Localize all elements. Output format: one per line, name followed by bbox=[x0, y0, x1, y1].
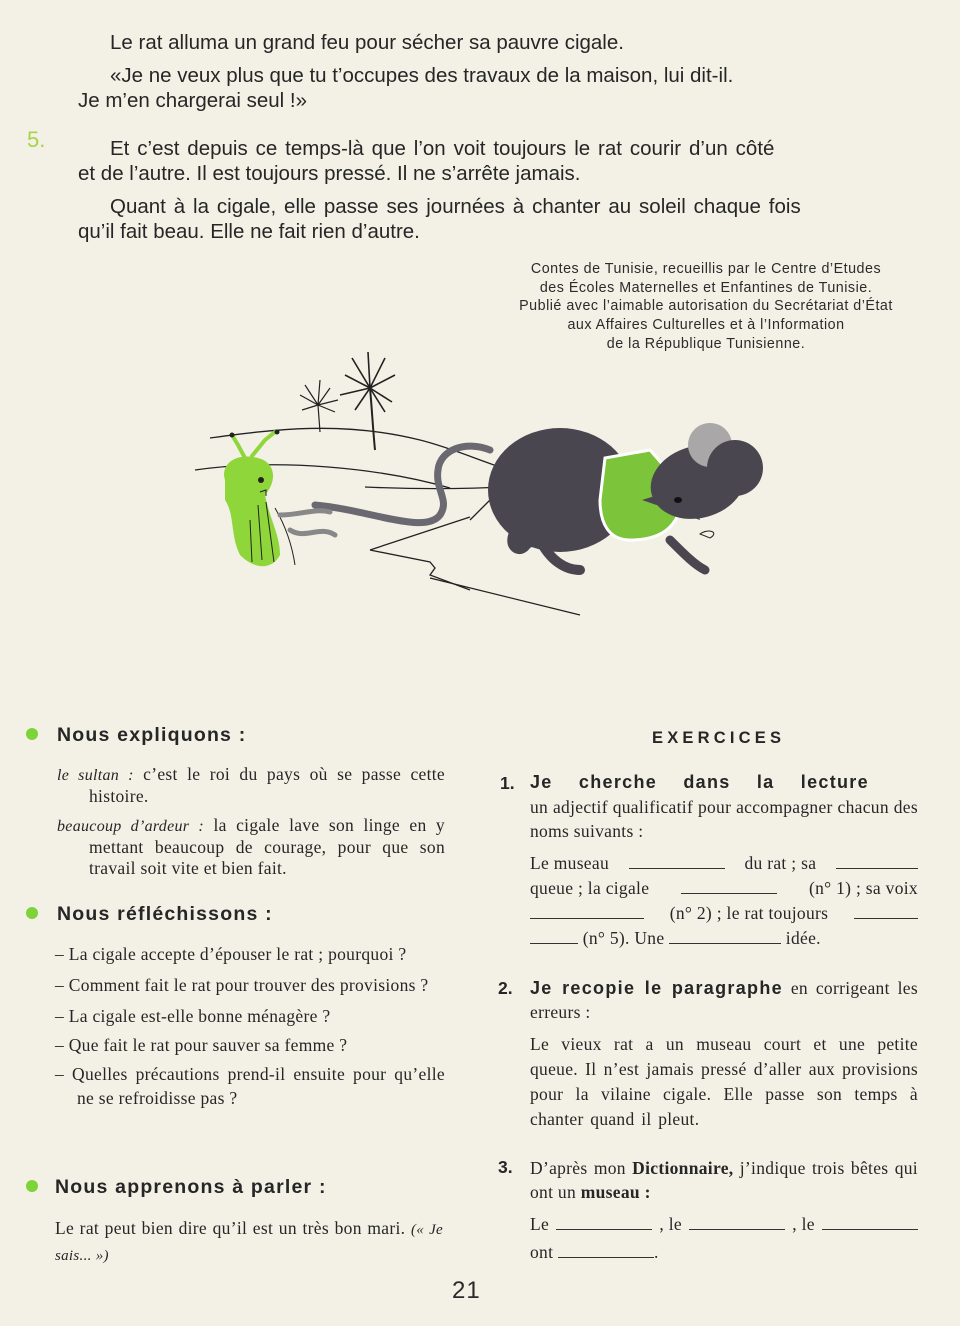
story-paragraph-2 bbox=[78, 63, 916, 113]
fill-text: , le bbox=[659, 1214, 682, 1234]
exercise-instruction bbox=[530, 976, 918, 1024]
fill-text: idée. bbox=[785, 928, 821, 948]
credit-line: des Écoles Maternelles et Enfantines de Tunisie. bbox=[539, 279, 873, 296]
fill-line bbox=[530, 1238, 918, 1266]
blank-field[interactable] bbox=[558, 1256, 654, 1258]
question-item: – La cigale est-elle bonne ménagère ? bbox=[55, 1006, 331, 1026]
exercise-heading: Je recopie le paragraphe bbox=[530, 978, 783, 998]
blank-field[interactable] bbox=[669, 942, 781, 944]
question-item: – Comment fait le rat pour trouver des provisions ? bbox=[55, 975, 429, 995]
exercise-paragraph: Le vieux rat a un museau court et une petite queue. Il n’est jamais pressé d’aller aux provisions pour la vilaine cigale. Elle passe son temps à chanter quand il pleut. bbox=[530, 1034, 918, 1129]
instruction-text: j’indique trois bêtes qui ont un bbox=[530, 1158, 918, 1202]
exercise-3-fill bbox=[530, 1210, 918, 1266]
fill-text: (n° 2) ; le rat toujours bbox=[669, 903, 829, 923]
bib-bow bbox=[700, 531, 714, 538]
instruction-text: D’après mon bbox=[530, 1158, 626, 1178]
credit-line: aux Affaires Culturelles et à l’Information bbox=[567, 317, 845, 334]
fill-text: . bbox=[653, 1242, 659, 1262]
exercises-title: EXERCICES bbox=[652, 729, 786, 747]
fill-text: (n° 5). Une bbox=[582, 928, 665, 948]
story-paragraph-1: Le rat alluma un grand feu pour sécher sa pauvre cigale. bbox=[110, 31, 624, 54]
story-paragraph-4 bbox=[78, 194, 916, 244]
blank-field[interactable] bbox=[530, 917, 644, 919]
blank-field[interactable] bbox=[836, 867, 918, 869]
exercise-3-body bbox=[530, 1156, 918, 1266]
blank-field[interactable] bbox=[556, 1228, 652, 1230]
fill-text: , le bbox=[792, 1214, 815, 1234]
fill-line bbox=[530, 851, 918, 876]
fill-text: queue ; la cigale bbox=[530, 878, 650, 898]
story-paragraph-3 bbox=[78, 136, 916, 186]
question-item: – Quelles précautions prend-il ensuite pour qu’elle ne se refroidisse pas ? bbox=[55, 1064, 445, 1108]
section-title-speak: Nous apprenons à parler : bbox=[55, 1176, 327, 1198]
cicada bbox=[224, 430, 335, 567]
story-line: «Je ne veux plus que tu t’occupes des travaux de la maison, lui dit-il. bbox=[110, 64, 734, 87]
blank-field[interactable] bbox=[681, 892, 777, 894]
exercise-1-fill bbox=[530, 851, 918, 951]
green-bullet-icon bbox=[26, 1180, 38, 1192]
blank-field[interactable] bbox=[689, 1228, 785, 1230]
fill-text: (n° 1) ; sa voix bbox=[808, 878, 918, 898]
exercise-instruction: un adjectif qualificatif pour accompagner chacun des noms suivants : bbox=[530, 797, 918, 841]
palm-trees bbox=[300, 352, 395, 450]
paragraph-marker: 5. bbox=[27, 127, 46, 152]
definition-text: la cigale lave son linge en y mettant beaucoup de courage, pour que son travail soit vite et bien fait. bbox=[89, 815, 445, 878]
exercise-number: 2. bbox=[498, 978, 513, 998]
definition-text: c’est le roi du pays où se passe cette histoire. bbox=[89, 764, 445, 806]
definition-item bbox=[57, 815, 445, 879]
definition-term: beaucoup d’ardeur : bbox=[57, 818, 205, 835]
blank-field[interactable] bbox=[530, 942, 578, 944]
explain-definitions bbox=[57, 764, 445, 879]
rat-tail bbox=[315, 446, 490, 523]
green-bullet-icon bbox=[26, 907, 38, 919]
credit-line: de la République Tunisienne. bbox=[606, 335, 806, 352]
definition-item bbox=[57, 764, 445, 807]
story-line: Quant à la cigale, elle passe ses journées à chanter au soleil chaque fois bbox=[110, 195, 801, 218]
fill-text: du rat ; sa bbox=[744, 853, 817, 873]
definition-term: le sultan : bbox=[57, 767, 134, 784]
fill-line bbox=[530, 926, 918, 951]
exercise-2-body bbox=[530, 976, 918, 1132]
credit-line: Publié avec l’aimable autorisation du Secrétariat d’État bbox=[519, 298, 893, 315]
fill-text: ont bbox=[530, 1242, 554, 1262]
instruction-tail: en corrigeant les erreurs : bbox=[530, 978, 918, 1022]
rat-ear-front bbox=[707, 440, 763, 496]
exercise-instruction bbox=[530, 1156, 918, 1204]
fill-text: Le bbox=[530, 1214, 550, 1234]
blank-field[interactable] bbox=[854, 917, 918, 919]
speak-sentence: Le rat peut bien dire qu’il est un très bon mari. bbox=[55, 1218, 406, 1238]
fill-line bbox=[530, 901, 918, 926]
speak-hint: (« Je sais... ») bbox=[55, 1222, 443, 1264]
question-item: – Que fait le rat pour sauver sa femme ? bbox=[55, 1035, 348, 1055]
green-bullet-icon bbox=[26, 728, 38, 740]
story-line: et de l’autre. Il est toujours pressé. Il ne s’arrête jamais. bbox=[78, 162, 581, 185]
exercise-number: 3. bbox=[498, 1157, 513, 1177]
exercise-1-body bbox=[530, 772, 918, 951]
blank-field[interactable] bbox=[629, 867, 725, 869]
exercise-heading: Je cherche dans la lecture bbox=[530, 772, 869, 792]
credit-line: Contes de Tunisie, recueillis par le Centre d’Etudes bbox=[530, 261, 882, 277]
exercise-number: 1. bbox=[500, 773, 515, 793]
speak-text bbox=[55, 1216, 443, 1268]
question-item: – La cigale accepte d’épouser le rat ; pourquoi ? bbox=[55, 944, 407, 964]
instruction-bold: Dictionnaire, bbox=[632, 1158, 734, 1178]
fill-line bbox=[530, 1210, 918, 1238]
page-number: 21 bbox=[452, 1277, 481, 1304]
reflect-questions bbox=[55, 942, 445, 1117]
story-line: qu’il fait beau. Elle ne fait rien d’autre. bbox=[78, 220, 420, 243]
section-title-reflect: Nous réfléchissons : bbox=[57, 903, 273, 925]
section-title-explain: Nous expliquons : bbox=[57, 724, 247, 746]
cicada-and-rat-illustration bbox=[180, 340, 780, 620]
story-line: Et c’est depuis ce temps-là que l’on voit toujours le rat courir d’un côté bbox=[110, 137, 775, 160]
fill-line bbox=[530, 876, 918, 901]
story-line: Je m’en chargerai seul !» bbox=[78, 89, 308, 112]
fill-text: Le museau bbox=[530, 853, 609, 873]
instruction-bold: museau : bbox=[580, 1182, 651, 1202]
rat-eye bbox=[674, 497, 682, 503]
blank-field[interactable] bbox=[822, 1228, 918, 1230]
